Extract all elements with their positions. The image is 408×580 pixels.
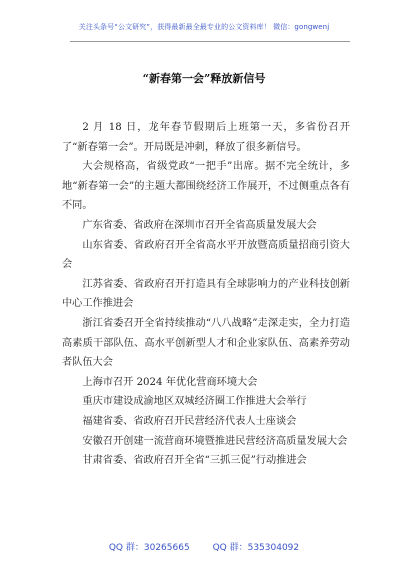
paragraph: 大会规格高，省级党政“一把手”出席。据不完全统计，多地“新春第一会”的主题大都围绕经济工作展开，不过侧重点各有不同。 <box>62 161 350 212</box>
header-note: 关注头条号“公文研究”，获得最新最全最专业的公文资料库！ 微信：gongwenj <box>78 23 330 31</box>
list-item: 山东省委、省政府召开全省高水平开放暨高质量招商引资大会 <box>62 239 350 271</box>
paragraph: 2 月 18 日，龙年春节假期后上班第一天，多省份召开了“新春第一会”。开局既是冲刺，释放了很多新信号。 <box>62 122 350 153</box>
qq-group-2: QQ 群：535304092 <box>212 543 300 553</box>
document-body <box>62 118 350 471</box>
list-item: 福建省委、省政府召开民营经济代表人士座谈会 <box>82 415 297 427</box>
qq-group-1: QQ 群：30265665 <box>108 543 190 553</box>
list-item: 甘肃省委、省政府召开全省“三抓三促”行动推进会 <box>82 455 307 467</box>
list-item: 重庆市建设成渝地区双城经济圈工作推进大会举行 <box>82 396 307 408</box>
document-title: “新春第一会”释放新信号 <box>142 72 266 85</box>
list-item: 江苏省委、省政府召开打造具有全球影响力的产业科技创新中心工作推进会 <box>62 278 350 310</box>
list-item: 安徽召开创建一流营商环境暨推进民营经济高质量发展大会 <box>82 435 348 447</box>
list-item: 上海市召开 2024 年优化营商环境大会 <box>82 376 258 388</box>
list-item: 广东省委、省政府在深圳市召开全省高质量发展大会 <box>82 219 317 231</box>
footer-contact <box>0 540 408 553</box>
list-item: 浙江省委召开全省持续推动“八八战略”走深走实，全力打造高素质干部队伍、高水平创新型人才和企业家队伍、高素养劳动者队伍大会 <box>62 317 350 369</box>
header-divider <box>70 41 350 42</box>
